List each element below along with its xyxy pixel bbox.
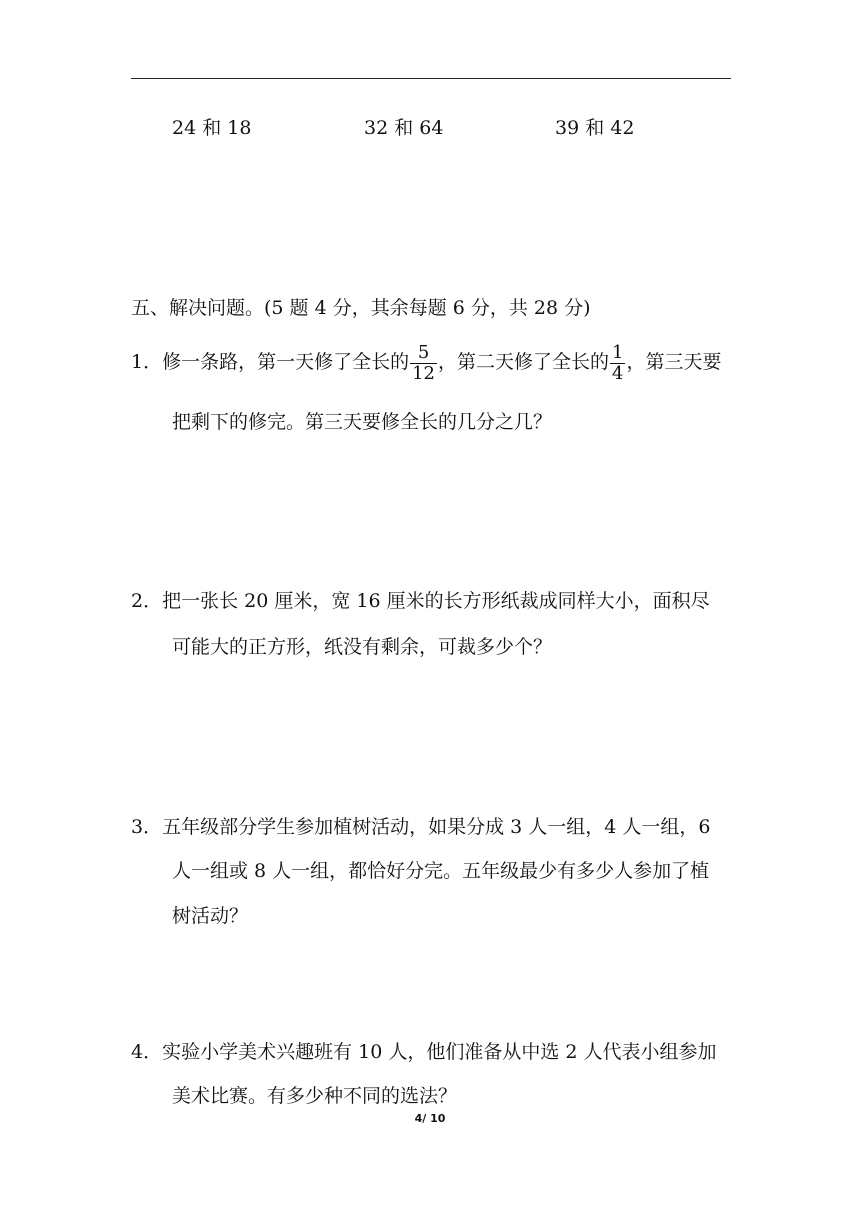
fraction-1-denominator: 12	[412, 362, 436, 384]
question-3-number: 3．	[131, 816, 163, 838]
fraction-2-denominator: 4	[612, 362, 624, 384]
question-3-text: 五年级部分学生参加植树活动，如果分成 3 人一组，4 人一组，6	[162, 816, 711, 838]
question-3-line-1	[131, 815, 710, 839]
section-heading: 五、解决问题。(5 题 4 分，其余每题 6 分，共 28 分)	[131, 297, 591, 319]
question-1-text-a: 修一条路，第一天修了全长的	[162, 351, 410, 373]
question-1-number: 1．	[131, 351, 163, 373]
number-pair-2: 32 和 64	[364, 117, 444, 139]
question-4-line-1	[131, 1040, 717, 1064]
question-1-line-2: 把剩下的修完。第三天要修全长的几分之几？	[172, 411, 553, 433]
page-number: 4/ 10	[414, 1112, 446, 1125]
question-2-number: 2．	[131, 590, 163, 612]
question-3-line-2: 人一组或 8 人一组，都恰好分完。五年级最少有多少人参加了植	[172, 860, 710, 882]
question-1-text-c: ，第三天要	[626, 351, 722, 373]
question-3-line-3: 树活动？	[172, 905, 249, 927]
question-1-text-b: ，第二天修了全长的	[438, 351, 610, 373]
question-2-text: 把一张长 20 厘米，宽 16 厘米的长方形纸裁成同样大小，面积尽	[162, 590, 710, 612]
fraction-2-numerator: 1	[612, 341, 624, 363]
fraction-five-twelfths	[410, 343, 437, 384]
question-4-text: 实验小学美术兴趣班有 10 人，他们准备从中选 2 人代表小组参加	[162, 1041, 717, 1063]
question-4-line-2: 美术比赛。有多少种不同的选法？	[172, 1085, 458, 1107]
question-4-number: 4．	[131, 1041, 163, 1063]
fraction-1-numerator: 5	[410, 343, 437, 364]
header-rule	[131, 78, 731, 79]
question-1-line-1	[131, 340, 722, 384]
question-2-line-2: 可能大的正方形，纸没有剩余，可裁多少个？	[172, 636, 553, 658]
number-pair-3: 39 和 42	[555, 117, 635, 139]
question-2-line-1	[131, 589, 710, 613]
number-pair-1: 24 和 18	[172, 117, 252, 139]
fraction-one-quarter	[610, 343, 625, 384]
